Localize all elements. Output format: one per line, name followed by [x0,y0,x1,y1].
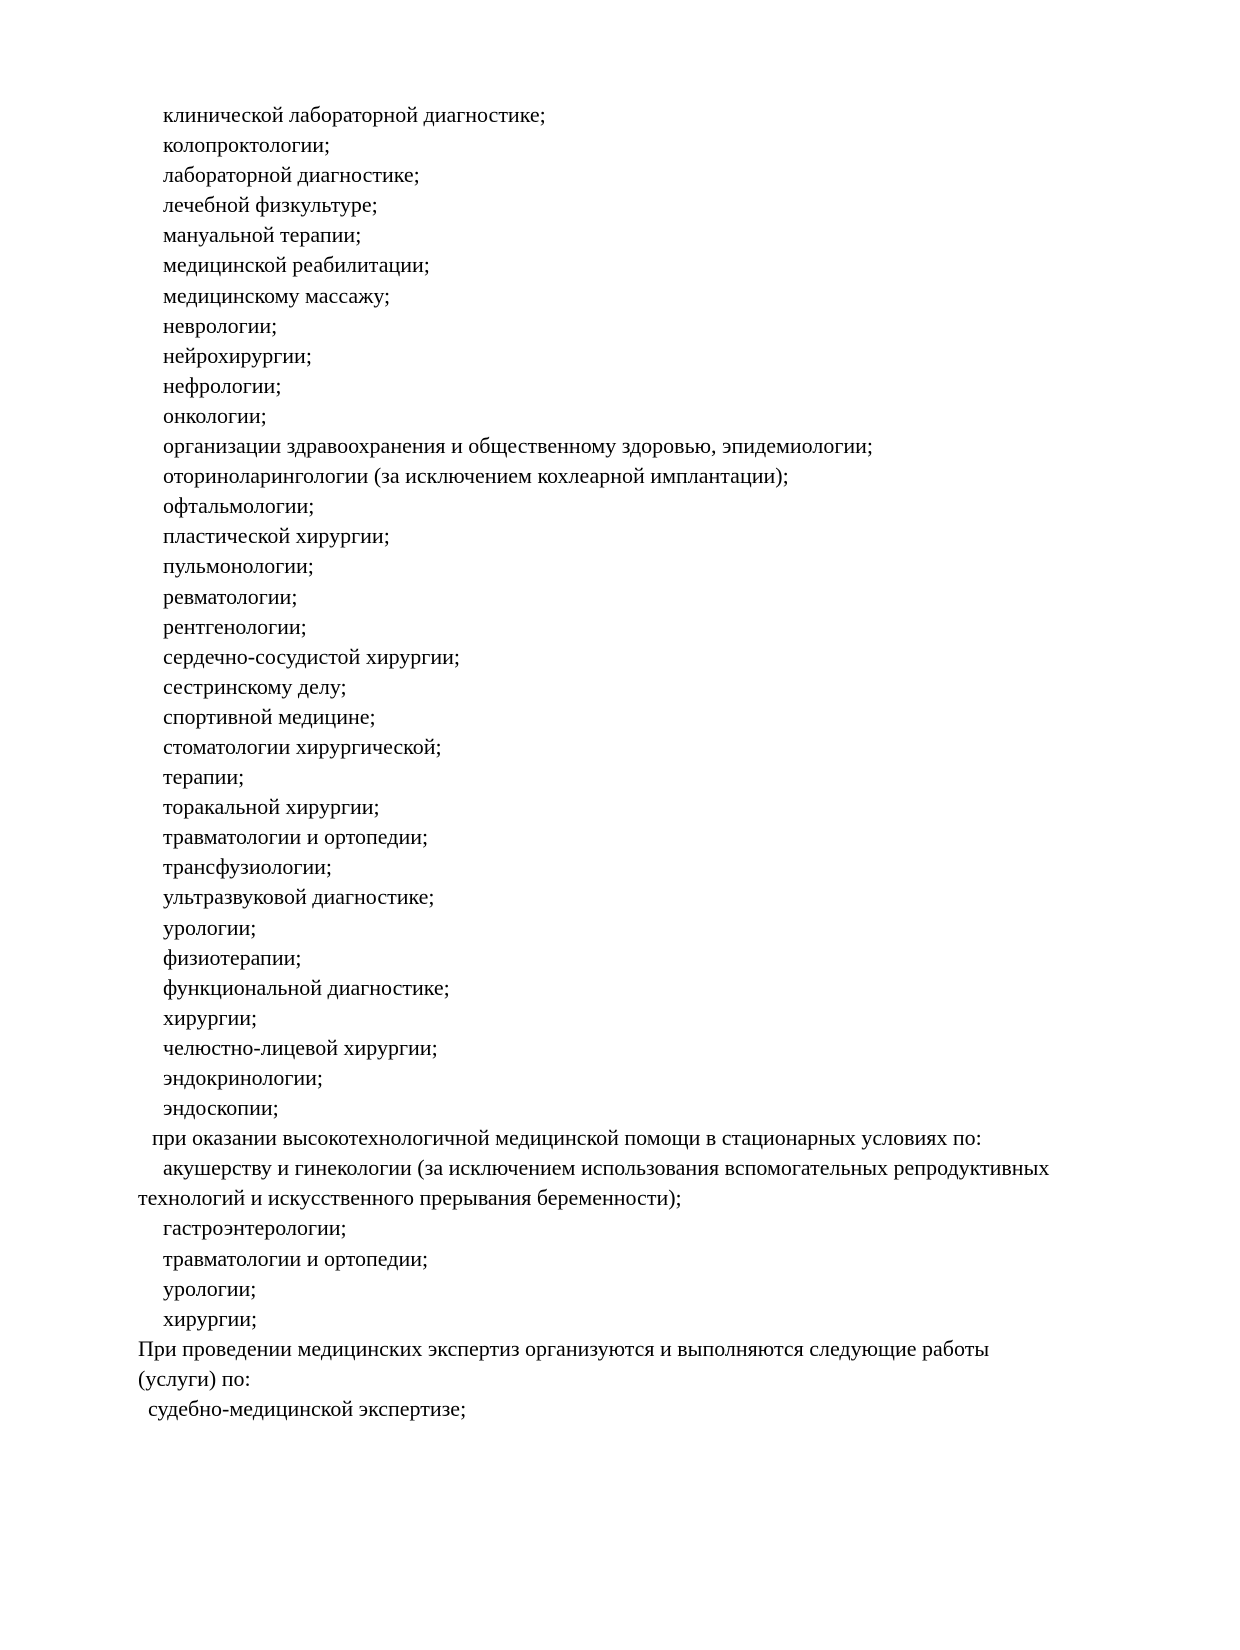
document-line: сестринскому делу; [163,673,347,699]
document-line: (услуги) по: [138,1365,251,1391]
document-line: трансфузиологии; [163,854,332,880]
document-line: организации здравоохранения и общественному здоровью, эпидемиологии; [163,433,874,459]
document-line: технологий и искусственного прерывания беременности); [138,1185,682,1211]
document-line: лабораторной диагностике; [163,162,420,188]
document-line: функциональной диагностике; [163,974,450,1000]
document-line: клинической лабораторной диагностике; [163,102,546,127]
document-line: хирургии; [163,1305,258,1331]
document-line: акушерству и гинекологии (за исключением использования вспомогательных репродуктивных [163,1155,1050,1181]
document-line: хирургии; [163,1004,258,1030]
document-line: торакальной хирургии; [163,794,380,820]
document-line: неврологии; [163,312,278,338]
document-line: гастроэнтерологии; [163,1215,347,1241]
document-line: при оказании высокотехнологичной медицинской помощи в стационарных условиях по: [152,1125,982,1151]
document-line: рентгенологии; [163,613,307,639]
document-line: судебно-медицинской экспертизе; [148,1396,467,1422]
document-line: урологии; [163,914,257,940]
document-line: челюстно-лицевой хирургии; [163,1034,438,1060]
document-text-block [138,100,1128,1424]
document-line: терапии; [163,764,245,790]
document-line: При проведении медицинских экспертиз организуются и выполняются следующие работы [138,1335,990,1361]
document-line: ультразвуковой диагностике; [163,884,435,910]
document-line: пульмонологии; [163,553,314,579]
document-line: травматологии и ортопедии; [163,824,429,850]
document-line: стоматологии хирургической; [163,733,442,759]
document-line: лечебной физкультуре; [163,192,378,218]
document-line: урологии; [163,1275,257,1301]
document-line: медицинскому массажу; [163,282,391,308]
document-line: нефрологии; [163,372,282,398]
document-line: физиотерапии; [163,944,302,970]
document-line: мануальной терапии; [163,222,362,248]
document-line: ревматологии; [163,583,298,609]
document-line: нейрохирургии; [163,342,312,368]
document-line: спортивной медицине; [163,703,376,729]
document-line: сердечно-сосудистой хирургии; [163,643,460,669]
document-line: онкологии; [163,402,267,428]
document-line: пластической хирургии; [163,523,390,549]
document-line: оториноларингологии (за исключением кохлеарной имплантации); [163,463,789,489]
document-line: эндокринологии; [163,1065,324,1090]
document-line: колопроктологии; [163,132,331,158]
document-line: травматологии и ортопедии; [163,1245,429,1271]
document-line: эндоскопии; [163,1095,279,1121]
document-line: медицинской реабилитации; [163,252,430,278]
document-line: офтальмологии; [163,493,315,519]
